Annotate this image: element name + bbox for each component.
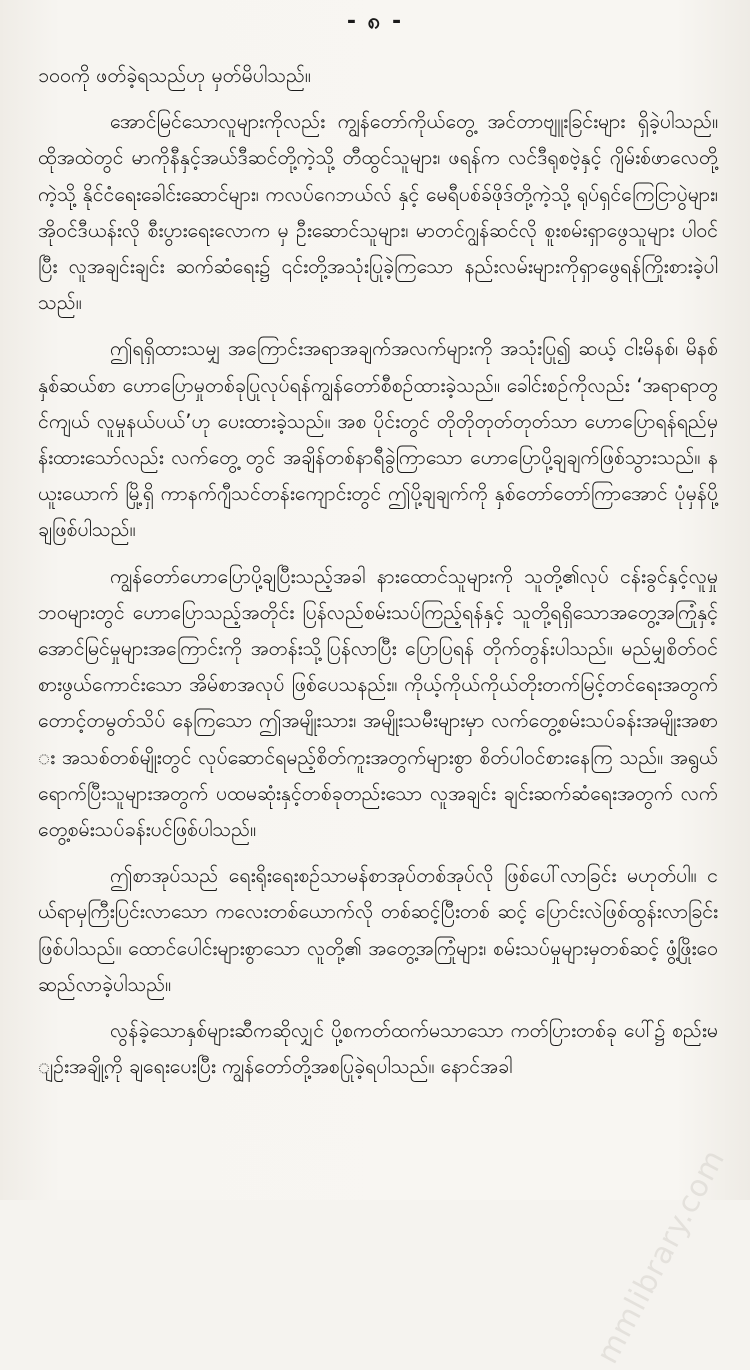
paragraph-4: ကျွန်တော်ဟောပြောပို့ချပြီးသည့်အခါ နားထောင်သူများကို သူတို့၏လုပ် ငန်းခွင်နှင့်လူမှုဘဝများတွင် ဟောပြောသည့်အတိုင်း ပြန်လည်စမ်းသပ်ကြည့်ရန်နှင့် သူတို့ရရှိသောအတွေ့အကြုံနှင့်အောင်မြင်မှုများအကြောင်းကို အတန်းသို့ပြန်လာပြီး ပြောပြရန် တိုက်တွန်းပါသည်။ မည်မျှစိတ်ဝင်စားဖွယ်ကောင်းသော အိမ်စာအလုပ် ဖြစ်ပေသနည်း။ ကိုယ့်ကိုယ်ကိုယ်တိုးတက်မြင့်တင်ရေးအတွက် တောင့်တမွတ်သိပ် နေကြသော ဤအမျိုးသား၊ အမျိုးသမီးများမှာ လက်တွေ့စမ်းသပ်ခန်းအမျိုးအစား အသစ်တစ်မျိုးတွင် လုပ်ဆောင်ရမည့်စိတ်ကူးအတွက်များစွာ စိတ်ပါဝင်စားနေကြ သည်။ အရွယ်ရောက်ပြီးသူများအတွက် ပထမဆုံးနှင့်တစ်ခုတည်းသော လူအချင်း ချင်းဆက်ဆံရေးအတွက် လက်တွေ့စမ်းသပ်ခန်းပင်ဖြစ်ပါသည်။ — [38, 564, 718, 842]
paragraph-2: အောင်မြင်သောလူများကိုလည်း ကျွန်တော်ကိုယ်တွေ့ အင်တာဗျူးခြင်းများ ရှိခဲ့ပါသည်။ ထိုအထဲတွင် မာကိုနီနှင့်အယ်ဒီဆင်တို့ကဲ့သို့ တီထွင်သူများ၊ ဖရန်က လင်ဒီရုစဗဲ့နှင့် ဂျိမ်းစ်ဖာလေတို့ကဲ့သို့ နိုင်ငံရေးခေါင်းဆောင်များ၊ ကလပ်ဂေဘယ်လ် နှင့် မေရီပစ်ခ်ဖိုဒ်တို့ကဲ့သို့ ရုပ်ရှင်ကြေငြာပွဲများ၊ အိုဝင်ဒီယန်းလို စီးပွားရေးလောက မှ ဦးဆောင်သူများ၊ မာတင်ဂျွန်ဆင်လို စူးစမ်းရှာဖွေသူများ ပါဝင်ပြီး လူအချင်းချင်း ဆက်ဆံရေး၌ ၎င်းတို့အသုံးပြုခဲ့ကြသော နည်းလမ်းများကိုရှာဖွေရန်ကြိုးစားခဲ့ပါ သည်။ — [38, 110, 718, 315]
paragraph-5: ဤစာအုပ်သည် ရေးရိုးရေးစဉ်သာမန်စာအုပ်တစ်အုပ်လို ဖြစ်ပေါ်လာခြင်း မဟုတ်ပါ။ ငယ်ရာမှကြီးပြင်းလာသော ကလေးတစ်ယောက်လို တစ်ဆင့်ပြီးတစ် ဆင့် ပြောင်းလဲဖြစ်ထွန်းလာခြင်းဖြစ်ပါသည်။ ထောင်ပေါင်းများစွာသော လူတို့၏ အတွေ့အကြုံများ၊ စမ်းသပ်မှုများမှတစ်ဆင့် ဖွံ့ဖြိုးဝေဆည်လာခဲ့ပါသည်။ — [38, 864, 718, 996]
watermark: mmlibrary.com — [589, 1143, 732, 1370]
body-text — [38, 58, 718, 1095]
paragraph-1: ၁၀၀ကို ဖတ်ခဲ့ရသည်ဟု မှတ်မိပါသည်။ — [38, 64, 311, 87]
paragraph-6: လွန်ခဲ့သောနှစ်များဆီကဆိုလျှင် ပို့စကတ်ထက်မသာသော ကတ်ပြားတစ်ခု ပေါ်၌ စည်းမျဉ်းအချို့ကို ချရေးပေးပြီး ကျွန်တော်တို့အစပြုခဲ့ရပါသည်။ နောင်အခါ — [38, 1019, 718, 1079]
page-number: - ၈ - — [346, 9, 404, 34]
paragraph-3: ဤရရှိထားသမျှ အကြောင်းအရာအချက်အလက်များကို အသုံးပြု၍ ဆယ့် ငါးမိနစ်၊ မိနစ်နှစ်ဆယ်စာ ဟောပြောမှုတစ်ခုပြုလုပ်ရန်ကျွန်တော်စီစဉ်ထားခဲ့သည်။ ခေါင်းစဉ်ကိုလည်း ‘အရာရာတွင်ကျယ် လူမှုနယ်ပယ်’ဟု ပေးထားခဲ့သည်။ အစ ပိုင်းတွင် တိုတိုတုတ်တုတ်သာ ဟောပြောရန်ရည်မှန်းထားသော်လည်း လက်တွေ့ တွင် အချိန်တစ်နာရီခွဲကြာသော ဟောပြောပို့ချချက်ဖြစ်သွားသည်။ နယူးယောက် မြို့ရှိ ကာနက်ဂျီသင်တန်းကျောင်းတွင် ဤပို့ချချက်ကို နှစ်တော်တော်ကြာအောင် ပုံမှန်ပို့ချဖြစ်ပါသည်။ — [38, 337, 718, 542]
